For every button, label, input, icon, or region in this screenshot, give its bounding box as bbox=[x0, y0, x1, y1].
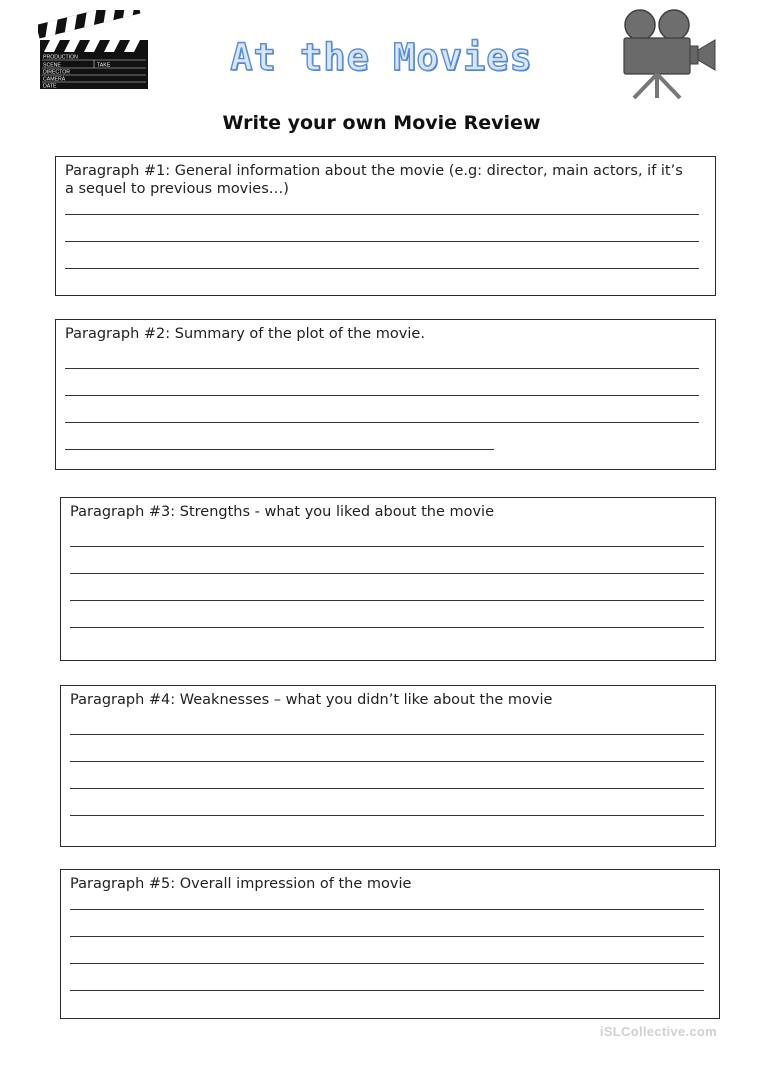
writing-line[interactable] bbox=[70, 936, 704, 937]
watermark: iSLCollective.com bbox=[599, 1024, 717, 1039]
writing-line[interactable] bbox=[65, 395, 699, 396]
writing-line[interactable] bbox=[65, 214, 699, 215]
writing-line[interactable] bbox=[70, 761, 704, 762]
writing-line[interactable] bbox=[70, 990, 704, 991]
paragraph-prompt: Paragraph #4: Weaknesses – what you didn’t like about the movie bbox=[70, 692, 553, 708]
writing-line[interactable] bbox=[70, 909, 704, 910]
writing-line[interactable] bbox=[70, 734, 704, 735]
paragraph-box-4 bbox=[60, 685, 716, 847]
writing-line[interactable] bbox=[65, 368, 699, 369]
writing-line[interactable] bbox=[70, 788, 704, 789]
clapper-label-scene: SCENE bbox=[43, 62, 61, 69]
paragraph-prompt: Paragraph #2: Summary of the plot of the movie. bbox=[65, 326, 425, 342]
clapper-label-production: PRODUCTION bbox=[43, 54, 78, 61]
paragraph-box-1 bbox=[55, 156, 716, 296]
writing-line[interactable] bbox=[65, 422, 699, 423]
clapper-label-date: DATE bbox=[43, 83, 57, 90]
writing-line[interactable] bbox=[70, 600, 704, 601]
paragraph-box-5 bbox=[60, 869, 720, 1019]
writing-line[interactable] bbox=[65, 449, 494, 450]
clapper-label-director: DIRECTOR bbox=[43, 69, 70, 76]
paragraph-prompt: Paragraph #3: Strengths - what you liked about the movie bbox=[70, 504, 495, 520]
page-subtitle: Write your own Movie Review bbox=[222, 112, 541, 134]
writing-line[interactable] bbox=[70, 815, 704, 816]
clapper-label-take: TAKE bbox=[97, 62, 111, 69]
writing-line[interactable] bbox=[70, 963, 704, 964]
page-title: At the Movies bbox=[230, 36, 533, 79]
paragraph-prompt: Paragraph #5: Overall impression of the movie bbox=[70, 876, 412, 892]
writing-line[interactable] bbox=[70, 627, 704, 628]
writing-line[interactable] bbox=[65, 268, 699, 269]
paragraph-prompt: Paragraph #1: General information about the movie (e.g: director, main actors, if it’s a sequel to previous movies…) bbox=[65, 163, 683, 197]
paragraph-box-2 bbox=[55, 319, 716, 470]
writing-line[interactable] bbox=[70, 546, 704, 547]
writing-line[interactable] bbox=[70, 573, 704, 574]
paragraph-box-3 bbox=[60, 497, 716, 661]
clapper-label-camera: CAMERA bbox=[43, 76, 66, 83]
writing-line[interactable] bbox=[65, 241, 699, 242]
